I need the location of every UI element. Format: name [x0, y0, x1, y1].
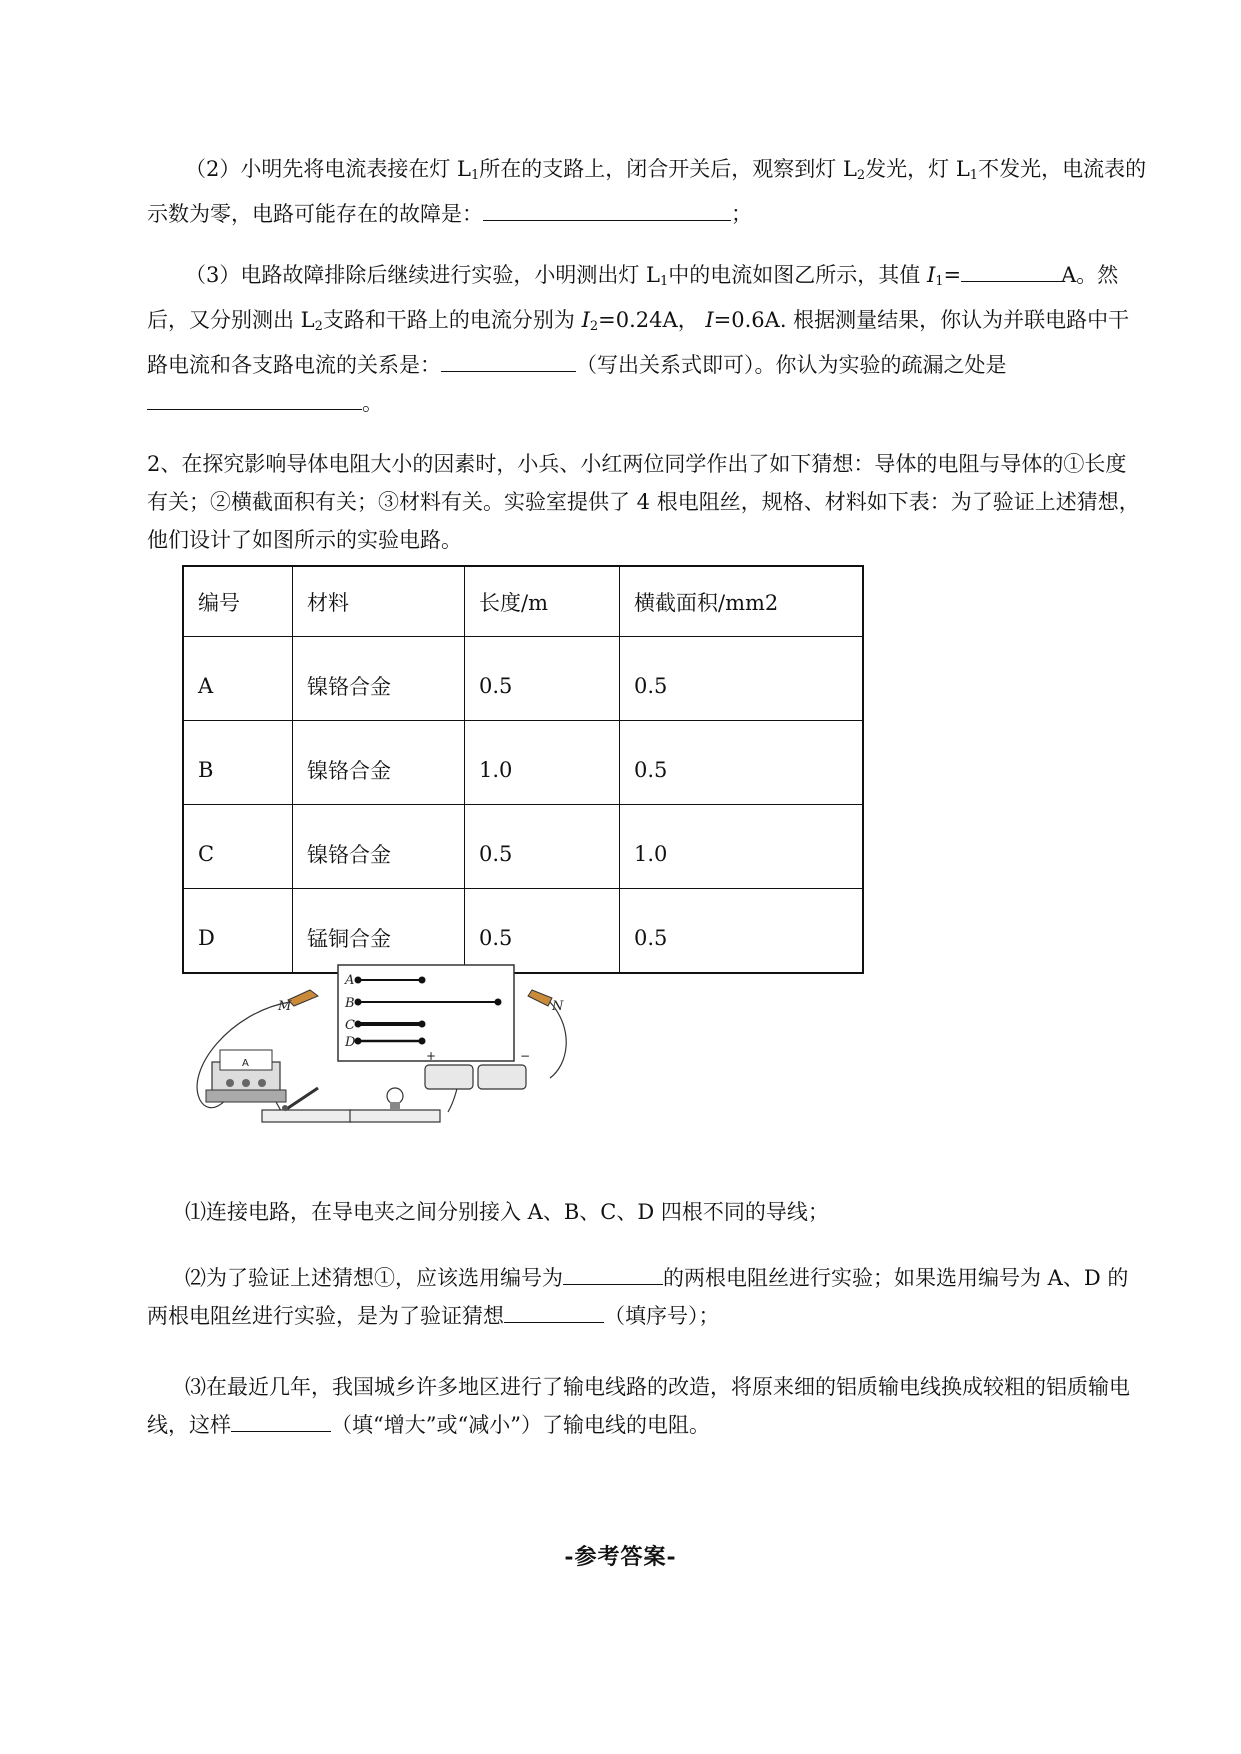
question-2-sub-1: ⑴连接电路，在导电夹之间分别接入 A、B、C、D 四根不同的导线； — [185, 1200, 829, 1224]
table-cell: 锰铜合金 — [293, 889, 465, 974]
question-1-part-3 — [147, 256, 1147, 422]
text: （2）小明先将电流表接在灯 L — [185, 157, 471, 181]
table-cell: 镍铬合金 — [293, 805, 465, 889]
subscript: 1 — [969, 168, 979, 183]
question-1-part-2 — [147, 150, 1147, 233]
text: 。 — [362, 391, 383, 415]
text: 的两根电阻丝进行实验；如果选用编号为 A、D 的两根电阻丝进行实验，是为了验证猜想 — [147, 1266, 1129, 1328]
answer-blank-flaw[interactable] — [147, 385, 362, 410]
table-cell: 镍铬合金 — [293, 721, 465, 805]
variable: I — [705, 308, 714, 332]
text: （3）电路故障排除后继续进行实验，小明测出灯 L — [185, 263, 660, 287]
answer-section-title: -参考答案- — [564, 1544, 677, 1570]
table-cell: 0.5 — [465, 805, 620, 889]
answer-blank-i1[interactable] — [961, 257, 1061, 282]
table-header-cell: 长度/m — [465, 566, 620, 637]
question-2-intro: 2、在探究影响导体电阻大小的因素时，小兵、小红两位同学作出了如下猜想：导体的电阻与导体的①长度有关；②横截面积有关；③材料有关。实验室提供了 4 根电阻丝，规格、材料如下表：为了验证上述猜想，他们设计了如图所示的实验电路。 — [147, 452, 1140, 552]
table-cell: C — [183, 805, 293, 889]
text: ⑵为了验证上述猜想①，应该选用编号为 — [185, 1266, 563, 1290]
text: （填“增大”或“减小”）了输电线的电阻。 — [331, 1413, 710, 1437]
text: 所在的支路上，闭合开关后，观察到灯 L — [479, 157, 857, 181]
wire-label-b: B — [345, 996, 355, 1011]
wire-b-end — [495, 999, 501, 1005]
answer-blank-fault[interactable] — [483, 196, 731, 221]
wire-b-end — [355, 999, 361, 1005]
bulb — [387, 1088, 403, 1104]
battery-cell — [478, 1065, 526, 1089]
table-cell: 0.5 — [620, 889, 864, 974]
clip-n — [528, 990, 552, 1006]
text: ； — [731, 202, 752, 226]
subscript: 1 — [659, 274, 669, 289]
answer-blank-guess-number[interactable] — [504, 1298, 604, 1323]
wire-d-end — [355, 1038, 361, 1044]
table-cell: 镍铬合金 — [293, 637, 465, 721]
wire-a-end — [355, 977, 361, 983]
wire-label-a: A — [345, 973, 355, 988]
subscript: 2 — [314, 319, 323, 334]
table-row — [183, 637, 863, 721]
bulb-base — [350, 1110, 440, 1122]
table-cell: D — [183, 889, 293, 974]
resistance-wire-table — [182, 565, 864, 974]
clip-m-label: M — [278, 999, 292, 1014]
question-2-sub-3 — [147, 1368, 1147, 1444]
table-cell: 0.5 — [465, 889, 620, 974]
wire-d-end — [419, 1038, 425, 1044]
table-cell: 0.5 — [465, 637, 620, 721]
subscript: 1 — [470, 168, 480, 183]
table-cell: A — [183, 637, 293, 721]
bulb-socket — [390, 1102, 400, 1110]
text: A。然后，又分别测出 L — [147, 263, 1119, 332]
text: 发光，灯 L — [865, 157, 970, 181]
text: =0.6A. 根据测量结果，你认为并联电路中干路电流和各支路电流的关系是： — [147, 308, 1130, 377]
subscript: 1 — [935, 274, 944, 289]
battery-minus-label: − — [520, 1049, 531, 1063]
battery-plus-label: + — [426, 1049, 437, 1063]
ammeter-terminal — [226, 1079, 234, 1087]
table-cell: 0.5 — [620, 637, 864, 721]
ammeter-terminal — [242, 1079, 250, 1087]
text: 支路和干路上的电流分别为 — [322, 308, 582, 332]
table-row — [183, 805, 863, 889]
switch-lever[interactable] — [285, 1088, 318, 1110]
switch-base — [262, 1110, 352, 1122]
table-header-cell: 编号 — [183, 566, 293, 637]
text: （填序号）； — [604, 1304, 720, 1328]
wire-label-d: D — [345, 1035, 356, 1050]
answer-blank-relation[interactable] — [441, 347, 576, 372]
text: （写出关系式即可）。你认为实验的疏漏之处是 — [576, 353, 1007, 377]
clip-n-label: N — [552, 999, 564, 1014]
table-header-row — [183, 566, 863, 637]
table-cell: 1.0 — [620, 805, 864, 889]
wire-c-end — [419, 1021, 425, 1027]
wire-c-end — [355, 1021, 361, 1027]
table-header-cell: 材料 — [293, 566, 465, 637]
ammeter-base — [206, 1090, 286, 1102]
ammeter-terminal — [258, 1079, 266, 1087]
text: 不发光，电流表的示数为零，电路可能存在的故障是： — [147, 157, 1147, 226]
battery-cell — [425, 1065, 473, 1089]
subscript: 2 — [856, 168, 866, 183]
question-2-sub-2 — [147, 1259, 1147, 1335]
table-header-cell: 横截面积/mm2 — [620, 566, 864, 637]
text: 中的电流如图乙所示，其值 — [668, 263, 927, 287]
text: =0.24A， — [598, 308, 706, 332]
answer-blank-wire-ids[interactable] — [563, 1260, 663, 1285]
table-cell: 1.0 — [465, 721, 620, 805]
wire-a-end — [419, 977, 425, 983]
subscript: 2 — [589, 319, 599, 334]
table-cell: 0.5 — [620, 721, 864, 805]
text: = — [943, 263, 962, 287]
wire-label-c: C — [345, 1018, 355, 1033]
switch-pivot — [282, 1105, 288, 1111]
circuit-diagram — [190, 950, 610, 1150]
ammeter-label: A — [242, 1058, 249, 1069]
table-row — [183, 721, 863, 805]
text: ⑶在最近几年，我国城乡许多地区进行了输电线路的改造，将原来细的铝质输电线换成较粗的铝质输电线，这样 — [147, 1375, 1130, 1437]
variable: I — [581, 308, 590, 332]
answer-blank-increase-decrease[interactable] — [231, 1407, 331, 1432]
variable: I — [926, 263, 936, 287]
clip-m — [288, 990, 318, 1006]
table-cell: B — [183, 721, 293, 805]
